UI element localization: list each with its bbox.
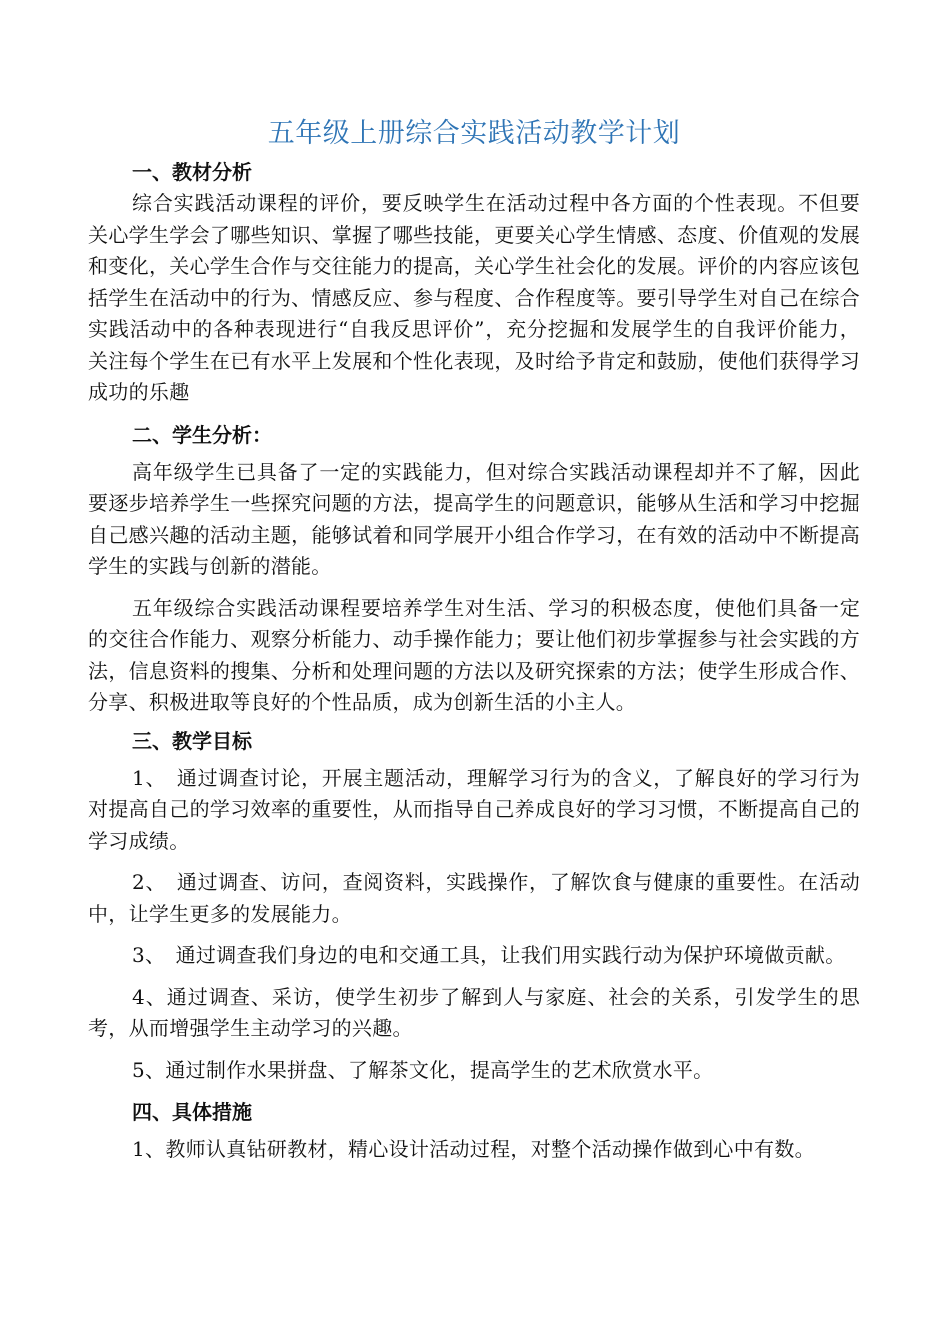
paragraph-students-analysis-2: 五年级综合实践活动课程要培养学生对生活、学习的积极态度，使他们具备一定的交往合作能力、观察分析能力、动手操作能力；要让他们初步掌握参与社会实践的方法，信息资料的搜集、分析和处理问题的方法以及研究探索的方法；使学生形成合作、分享、积极进取等良好的个性品质，成为创新生活的小主人。 (88, 595, 860, 714)
goal-item-1: 1、 通过调查讨论，开展主题活动，理解学习行为的含义，了解良好的学习行为对提高自己的学习效率的重要性，从而指导自己养成良好的学习习惯，不断提高自己的学习成绩。 (88, 765, 860, 853)
goal-item-3: 3、 通过调查我们身边的电和交通工具，让我们用实践行动为保护环境做贡献。 (132, 943, 846, 967)
section-heading-students: 二、学生分析： (132, 422, 272, 447)
section-heading-goals: 三、教学目标 (132, 728, 252, 753)
section-heading-materials: 一、教材分析 (132, 160, 252, 184)
paragraph-materials-analysis: 综合实践活动课程的评价，要反映学生在活动过程中各方面的个性表现。不但要关心学生学会了哪些知识、掌握了哪些技能，更要关心学生情感、态度、价值观的发展和变化，关心学生合作与交往能力的提高，关心学生社会化的发展。评价的内容应该包括学生在活动中的行为、情感反应、参与程度、合作程度等。要引导学生对自己在综合实践活动中的各种表现进行“自我反思评价”，充分挖掘和发展学生的自我评价能力，关注每个学生在已有水平上发展和个性化表现，及时给予肯定和鼓励，使他们获得学习成功的乐趣 (88, 191, 860, 404)
goal-item-4: 4、通过调查、采访，使学生初步了解到人与家庭、社会的关系，引发学生的思考，从而增强学生主动学习的兴趣。 (88, 984, 860, 1040)
document-page (88, 112, 860, 1166)
section-heading-measures: 四、具体措施 (132, 1100, 252, 1124)
document-title: 五年级上册综合实践活动教学计划 (267, 118, 681, 149)
goal-item-5: 5、通过制作水果拼盘、了解茶文化，提高学生的艺术欣赏水平。 (132, 1057, 714, 1082)
goal-item-2: 2、 通过调查、访问，查阅资料，实践操作，了解饮食与健康的重要性。在活动中，让学生更多的发展能力。 (88, 870, 860, 926)
paragraph-students-analysis-1: 高年级学生已具备了一定的实践能力，但对综合实践活动课程却并不了解，因此要逐步培养学生一些探究问题的方法，提高学生的问题意识，能够从生活和学习中挖掘自己感兴趣的活动主题，能够试着和同学展开小组合作学习，在有效的活动中不断提高学生的实践与创新的潜能。 (88, 459, 860, 578)
measure-item-1: 1、教师认真钻研教材，精心设计活动过程，对整个活动操作做到心中有数。 (132, 1137, 815, 1161)
